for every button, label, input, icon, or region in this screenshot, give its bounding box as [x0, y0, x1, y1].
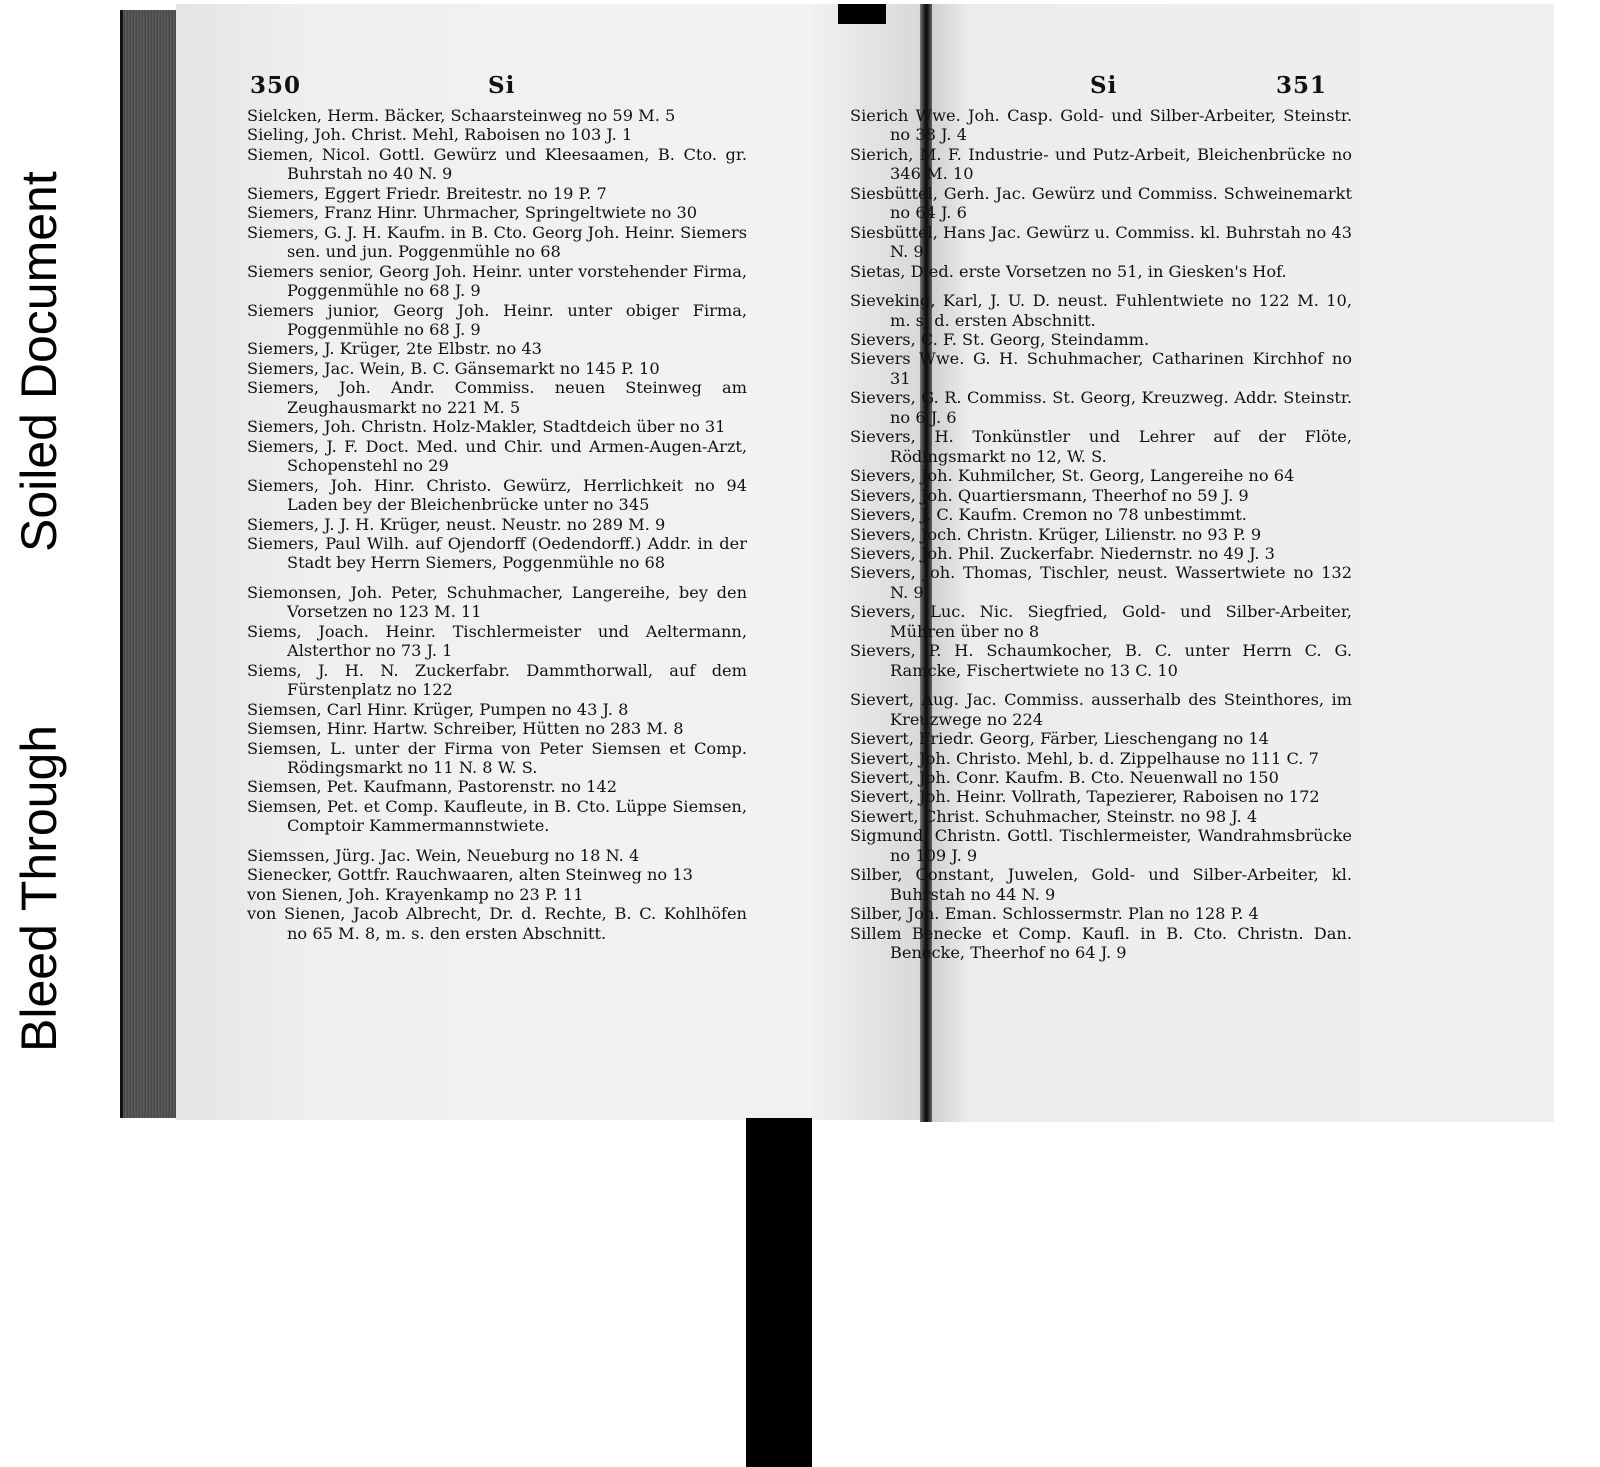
directory-entry: Sievers, C. F. St. Georg, Steindamm.	[850, 329, 1150, 349]
directory-entry: Siemsen, L. unter der Firma von Peter Siemsen et Comp. Rödingsmarkt no 11 N. 8 W. S.	[247, 738, 747, 777]
directory-entry: Siemers, Paul Wilh. auf Ojendorff (Oedendorff.) Addr. in der Stadt bey Herrn Siemers, Poggenmühle no 68	[247, 533, 747, 573]
directory-entry: Siemers, Franz Hinr. Uhrmacher, Springeltwiete no 30	[247, 203, 698, 223]
directory-entry: Sietas, Died. erste Vorsetzen no 51, in Giesken's Hof.	[850, 261, 1287, 281]
directory-entry: Sigmund, Christn. Gottl. Tischlermeister, Wandrahmsbrücke no 109 J. 9	[850, 826, 1352, 865]
directory-entry: Siemsen, Hinr. Hartw. Schreiber, Hütten no 283 M. 8	[247, 719, 684, 739]
directory-entry: Sievers, G. R. Commiss. St. Georg, Kreuzweg. Addr. Steinstr. no 6 J. 6	[850, 388, 1352, 427]
directory-entry: Sienecker, Gottfr. Rauchwaaren, alten Steinweg no 13	[247, 865, 693, 885]
directory-entry: von Sienen, Jacob Albrecht, Dr. d. Rechte, B. C. Kohlhöfen no 65 M. 8, m. s. den ersten Abschnitt.	[247, 904, 747, 943]
directory-entry: Siemers, J. F. Doct. Med. und Chir. und Armen-Augen-Arzt, Schopenstehl no 29	[247, 436, 747, 476]
directory-entry: Siemssen, Jürg. Jac. Wein, Neueburg no 18 N. 4	[247, 845, 640, 865]
directory-entry: Siemers, Joh. Christn. Holz-Makler, Stadtdeich über no 31	[247, 417, 726, 437]
directory-entry: Siemers, Joh. Andr. Commiss. neuen Steinweg am Zeughausmarkt no 221 M. 5	[247, 378, 747, 417]
directory-entry: Siemsen, Pet. Kaufmann, Pastorenstr. no 142	[247, 777, 618, 797]
directory-entry: Sievers, J. C. Kaufm. Cremon no 78 unbestimmt.	[850, 505, 1247, 525]
directory-entry: Sierich, M. F. Industrie- und Putz-Arbeit, Bleichenbrücke no 346 M. 10	[850, 144, 1352, 184]
directory-entry: Sievers, Joh. Thomas, Tischler, neust. Wassertwiete no 132 N. 9	[850, 563, 1352, 602]
directory-entry: Siems, Joach. Heinr. Tischlermeister und Aeltermann, Alsterthor no 73 J. 1	[247, 621, 747, 661]
bleed-through-label: Bleed Through	[12, 724, 67, 1052]
directory-entry: Siesbüttel, Gerh. Jac. Gewürz und Commiss. Schweinemarkt no 64 J. 6	[850, 183, 1352, 223]
left-entries	[247, 106, 747, 943]
directory-entry: Siemers, G. J. H. Kaufm. in B. Cto. Georg Joh. Heinr. Siemers sen. und jun. Poggenmühle no 68	[247, 222, 747, 262]
directory-entry: Siemers senior, Georg Joh. Heinr. unter vorstehender Firma, Poggenmühle no 68 J. 9	[247, 261, 747, 301]
directory-entry: Siemsen, Carl Hinr. Krüger, Pumpen no 43 J. 8	[247, 699, 629, 719]
left-page-number: 350	[250, 72, 302, 99]
directory-entry: Sievers, Luc. Nic. Siegfried, Gold- und Silber-Arbeiter, Mühren über no 8	[850, 602, 1352, 641]
directory-entry: Siemen, Nicol. Gottl. Gewürz und Kleesaamen, B. Cto. gr. Buhrstah no 40 N. 9	[247, 144, 747, 184]
directory-entry: Sievert, Friedr. Georg, Färber, Lieschengang no 14	[850, 729, 1269, 749]
directory-entry: Sievers, P. H. Schaumkocher, B. C. unter Herrn C. G. Ramcke, Fischertwiete no 13 C. 10	[850, 641, 1352, 680]
directory-entry: Sievert, Joh. Christo. Mehl, b. d. Zippelhause no 111 C. 7	[850, 748, 1319, 768]
right-page-number: 351	[1276, 72, 1328, 99]
directory-entry: von Sienen, Joh. Krayenkamp no 23 P. 11	[247, 884, 584, 904]
directory-entry: Sievers, Joh. Phil. Zuckerfabr. Niedernstr. no 49 J. 3	[850, 543, 1275, 563]
directory-entry: Siemers, Eggert Friedr. Breitestr. no 19 P. 7	[247, 183, 607, 203]
directory-entry: Siewert, Christ. Schuhmacher, Steinstr. no 98 J. 4	[850, 806, 1258, 826]
directory-entry: Sievers Wwe. G. H. Schuhmacher, Catharinen Kirchhof no 31	[850, 349, 1352, 388]
directory-entry: Sieling, Joh. Christ. Mehl, Raboisen no 103 J. 1	[247, 125, 633, 145]
directory-entry: Siemers junior, Georg Joh. Heinr. unter obiger Firma, Poggenmühle no 68 J. 9	[247, 300, 747, 339]
directory-entry: Sievert, Aug. Jac. Commiss. ausserhalb des Steinthores, im Kreuzwege no 224	[850, 690, 1352, 729]
directory-entry: Siemonsen, Joh. Peter, Schuhmacher, Langereihe, bey den Vorsetzen no 123 M. 11	[247, 582, 747, 622]
top-tab	[838, 4, 886, 24]
directory-entry: Sievers, Joch. Christn. Krüger, Lilienstr. no 93 P. 9	[850, 524, 1262, 544]
right-entries	[850, 106, 1352, 962]
side-label	[12, 62, 68, 1052]
bottom-tab	[746, 1118, 812, 1467]
left-page-header: Si	[488, 72, 516, 99]
directory-entry: Sievert, Joh. Conr. Kaufm. B. Cto. Neuenwall no 150	[850, 767, 1279, 787]
directory-entry: Sievers, Joh. Kuhmilcher, St. Georg, Langereihe no 64	[850, 466, 1295, 486]
directory-entry: Siems, J. H. N. Zuckerfabr. Dammthorwall, auf dem Fürstenplatz no 122	[247, 660, 747, 700]
directory-entry: Sievers, Joh. Quartiersmann, Theerhof no 59 J. 9	[850, 485, 1249, 505]
directory-entry: Siemers, Joh. Hinr. Christo. Gewürz, Herrlichkeit no 94 Laden bey der Bleichenbrücke unter no 345	[247, 475, 747, 515]
right-page-header: Si	[1090, 72, 1118, 99]
directory-entry: Sillem Benecke et Comp. Kaufl. in B. Cto. Christn. Dan. Benecke, Theerhof no 64 J. 9	[850, 923, 1352, 963]
directory-entry: Siemers, J. Krüger, 2te Elbstr. no 43	[247, 339, 542, 359]
soiled-document-label: Soiled Document	[12, 171, 67, 552]
directory-entry: Sielcken, Herm. Bäcker, Schaarsteinweg no 59 M. 5	[247, 106, 676, 125]
directory-entry: Sierich Wwe. Joh. Casp. Gold- und Silber-Arbeiter, Steinstr. no 38 J. 4	[850, 106, 1352, 145]
directory-entry: Sievert, Joh. Heinr. Vollrath, Tapezierer, Raboisen no 172	[850, 787, 1320, 807]
directory-entry: Sieveking, Karl, J. U. D. neust. Fuhlentwiete no 122 M. 10, m. s. d. ersten Abschnitt.	[850, 291, 1352, 330]
directory-entry: Siemers, J. J. H. Krüger, neust. Neustr. no 289 M. 9	[247, 514, 666, 534]
directory-entry: Sievers, H. Tonkünstler und Lehrer auf der Flöte, Rödingsmarkt no 12, W. S.	[850, 427, 1352, 466]
directory-entry: Silber, Joh. Eman. Schlossermstr. Plan no 128 P. 4	[850, 904, 1259, 924]
directory-entry: Siemers, Jac. Wein, B. C. Gänsemarkt no 145 P. 10	[247, 358, 660, 378]
directory-entry: Siesbüttel, Hans Jac. Gewürz u. Commiss. kl. Buhrstah no 43 N. 9	[850, 222, 1352, 262]
directory-entry: Silber, Constant, Juwelen, Gold- und Silber-Arbeiter, kl. Buhrstah no 44 N. 9	[850, 865, 1352, 904]
page-edges	[120, 10, 181, 1118]
directory-entry: Siemsen, Pet. et Comp. Kaufleute, in B. Cto. Lüppe Siemsen, Comptoir Kammermannstwiete.	[247, 796, 747, 836]
side-label-svg	[12, 62, 68, 1052]
